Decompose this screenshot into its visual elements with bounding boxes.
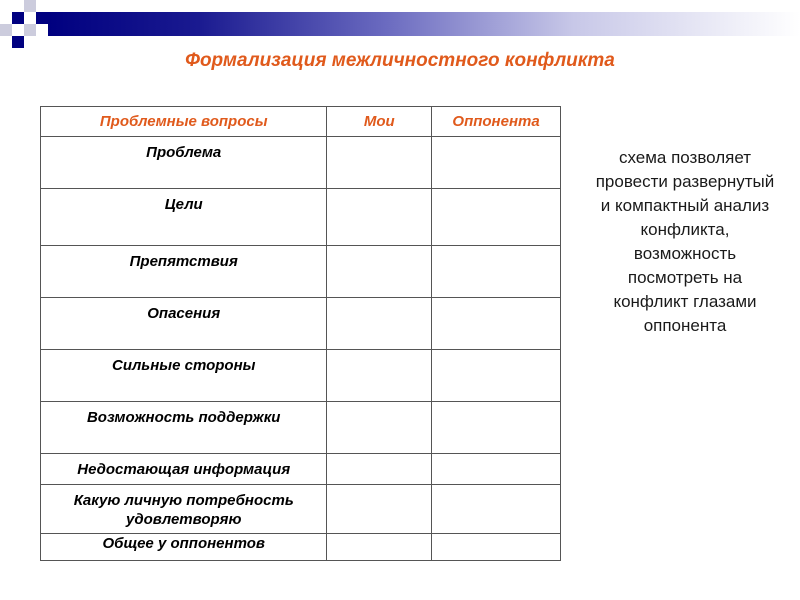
row-label: Препятствия [41, 246, 327, 298]
cell-opponent [432, 402, 561, 454]
cell-mine [327, 189, 432, 246]
row-label: Какую личную потребность удовлетворяю [41, 485, 327, 534]
table-row [41, 402, 561, 454]
cell-opponent [432, 298, 561, 350]
row-label: Цели [41, 189, 327, 246]
table-row [41, 350, 561, 402]
row-label: Общее у оппонентов [41, 534, 327, 561]
cell-mine [327, 454, 432, 485]
table-row [41, 298, 561, 350]
deco-square [24, 0, 36, 12]
cell-opponent [432, 454, 561, 485]
cell-mine [327, 485, 432, 534]
cell-mine [327, 246, 432, 298]
cell-opponent [432, 350, 561, 402]
header-gradient [48, 12, 800, 36]
table-row [41, 485, 561, 534]
deco-square [36, 12, 48, 24]
row-label: Опасения [41, 298, 327, 350]
table-header-row [41, 107, 561, 137]
cell-mine [327, 402, 432, 454]
header-issues: Проблемные вопросы [41, 107, 327, 137]
slide-title: Формализация межличностного конфликта [185, 50, 615, 71]
table-row [41, 137, 561, 189]
cell-opponent [432, 534, 561, 561]
side-note: схема позволяет провести развернутый и компактный анализ конфликта, возможность посмотреть на конфликт глазами оппонента [595, 148, 775, 335]
row-label: Сильные стороны [41, 350, 327, 402]
cell-opponent [432, 189, 561, 246]
cell-mine [327, 137, 432, 189]
decorative-header-bar [0, 0, 800, 48]
table-row [41, 534, 561, 561]
deco-square [0, 24, 12, 36]
cell-opponent [432, 246, 561, 298]
cell-mine [327, 298, 432, 350]
table-row [41, 246, 561, 298]
conflict-table [40, 106, 561, 561]
deco-square [12, 12, 24, 24]
deco-square [12, 36, 24, 48]
table-row [41, 189, 561, 246]
row-label: Проблема [41, 137, 327, 189]
cell-opponent [432, 137, 561, 189]
row-label: Недостающая информация [41, 454, 327, 485]
table-row [41, 454, 561, 485]
cell-mine [327, 534, 432, 561]
cell-mine [327, 350, 432, 402]
row-label: Возможность поддержки [41, 402, 327, 454]
deco-square [24, 24, 36, 36]
cell-opponent [432, 485, 561, 534]
header-opponent: Оппонента [432, 107, 561, 137]
header-mine: Мои [327, 107, 432, 137]
